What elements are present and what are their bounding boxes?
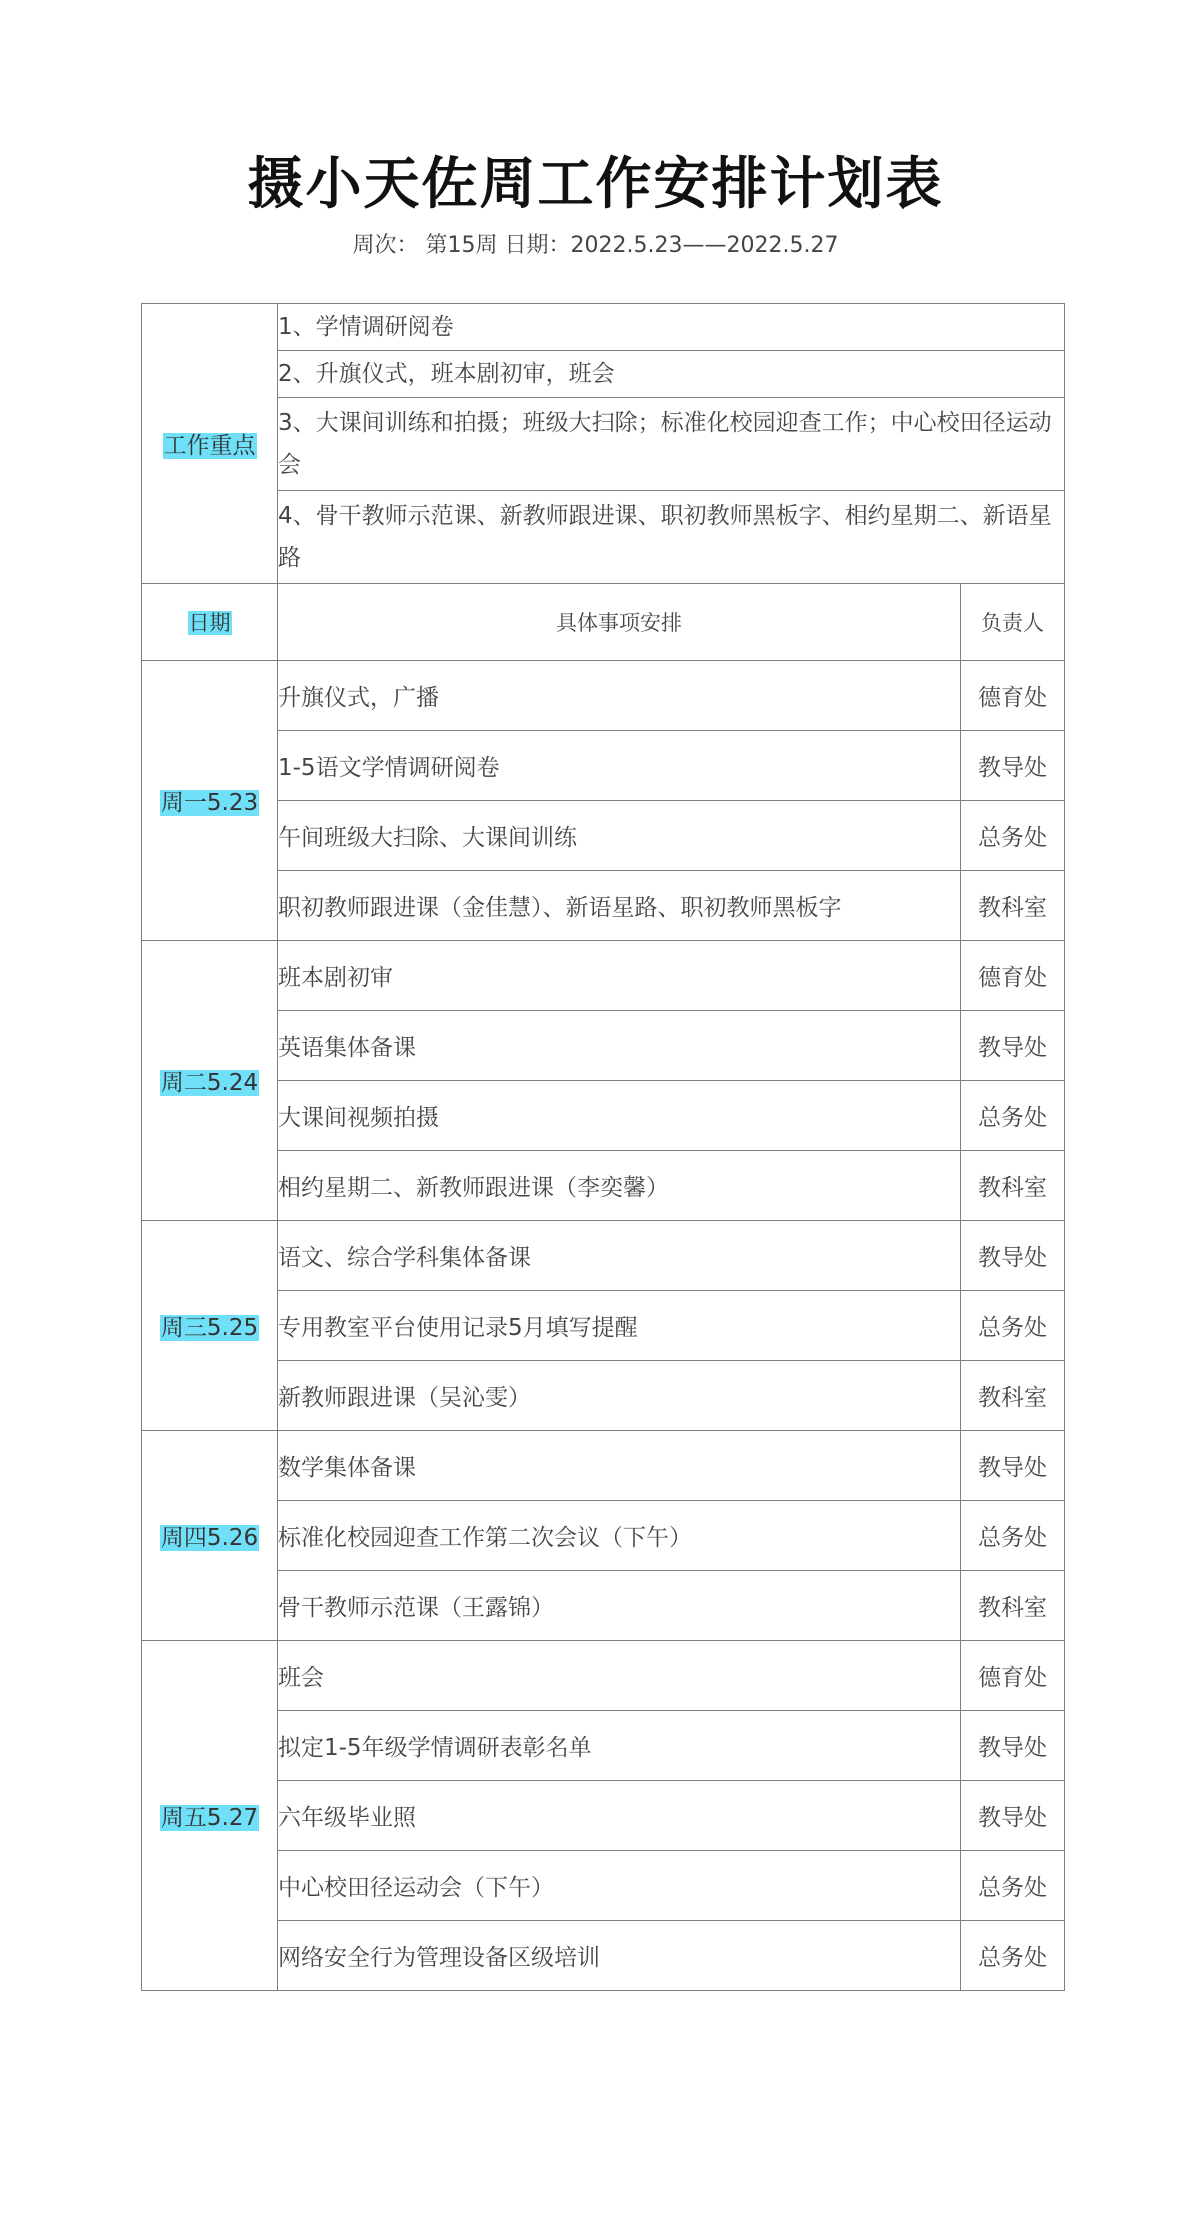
owner-cell: 教科室 xyxy=(961,1571,1065,1641)
date-header-cell xyxy=(142,584,278,661)
day-label-monday: 周一5.23 xyxy=(160,790,259,816)
task-cell: 标准化校园迎查工作第二次会议（下午） xyxy=(278,1501,961,1571)
date-header: 日期 xyxy=(188,611,231,635)
task-cell: 专用教室平台使用记录5月填写提醒 xyxy=(278,1291,961,1361)
table-row xyxy=(142,1571,1065,1641)
table-row xyxy=(142,871,1065,941)
page-title: 摄小天佐周工作安排计划表 xyxy=(247,152,944,217)
owner-cell: 总务处 xyxy=(961,1921,1065,1991)
task-cell: 职初教师跟进课（金佳慧）、新语星路、职初教师黑板字 xyxy=(278,871,961,941)
table-row xyxy=(142,1081,1065,1151)
table-row xyxy=(142,1851,1065,1921)
owner-cell: 德育处 xyxy=(961,661,1065,731)
table-row xyxy=(142,1291,1065,1361)
task-cell: 英语集体备课 xyxy=(278,1011,961,1081)
day-label-friday: 周五5.27 xyxy=(160,1805,259,1831)
task-cell: 班本剧初审 xyxy=(278,941,961,1011)
table-row xyxy=(142,1221,1065,1291)
table-row xyxy=(142,1431,1065,1501)
table-row xyxy=(142,1361,1065,1431)
focus-row xyxy=(142,351,1065,398)
task-cell: 网络安全行为管理设备区级培训 xyxy=(278,1921,961,1991)
table-row xyxy=(142,661,1065,731)
focus-label-cell xyxy=(142,304,278,584)
table-row xyxy=(142,1501,1065,1571)
focus-row xyxy=(142,398,1065,491)
task-cell: 相约星期二、新教师跟进课（李奕馨） xyxy=(278,1151,961,1221)
focus-row xyxy=(142,491,1065,584)
owner-cell: 教科室 xyxy=(961,871,1065,941)
day-label-cell xyxy=(142,661,278,941)
day-label-cell xyxy=(142,1221,278,1431)
task-cell: 语文、综合学科集体备课 xyxy=(278,1221,961,1291)
owner-cell: 教导处 xyxy=(961,731,1065,801)
owner-cell: 教导处 xyxy=(961,1431,1065,1501)
owner-cell: 德育处 xyxy=(961,1641,1065,1711)
owner-cell: 教导处 xyxy=(961,1711,1065,1781)
focus-item: 1、学情调研阅卷 xyxy=(278,304,1065,351)
task-cell: 拟定1-5年级学情调研表彰名单 xyxy=(278,1711,961,1781)
focus-label: 工作重点 xyxy=(163,433,256,459)
task-cell: 班会 xyxy=(278,1641,961,1711)
owner-header: 负责人 xyxy=(961,584,1065,661)
weekly-plan-table xyxy=(141,303,1065,1991)
owner-cell: 总务处 xyxy=(961,1291,1065,1361)
task-cell: 六年级毕业照 xyxy=(278,1781,961,1851)
owner-cell: 德育处 xyxy=(961,941,1065,1011)
day-label-cell xyxy=(142,941,278,1221)
focus-row xyxy=(142,304,1065,351)
table-row xyxy=(142,941,1065,1011)
owner-cell: 教科室 xyxy=(961,1151,1065,1221)
owner-cell: 总务处 xyxy=(961,1501,1065,1571)
table-row xyxy=(142,731,1065,801)
owner-cell: 教导处 xyxy=(961,1781,1065,1851)
table-row xyxy=(142,1641,1065,1711)
owner-cell: 教科室 xyxy=(961,1361,1065,1431)
day-label-cell xyxy=(142,1641,278,1991)
day-label-thursday: 周四5.26 xyxy=(160,1525,259,1551)
focus-item: 2、升旗仪式，班本剧初审，班会 xyxy=(278,351,1065,398)
tasks-header: 具体事项安排 xyxy=(278,584,961,661)
focus-item: 4、骨干教师示范课、新教师跟进课、职初教师黑板字、相约星期二、新语星路 xyxy=(278,491,1065,584)
task-cell: 1-5语文学情调研阅卷 xyxy=(278,731,961,801)
day-label-tuesday: 周二5.24 xyxy=(160,1070,259,1096)
owner-cell: 教导处 xyxy=(961,1221,1065,1291)
owner-cell: 总务处 xyxy=(961,1851,1065,1921)
task-cell: 新教师跟进课（吴沁雯） xyxy=(278,1361,961,1431)
task-cell: 中心校田径运动会（下午） xyxy=(278,1851,961,1921)
task-cell: 骨干教师示范课（王露锦） xyxy=(278,1571,961,1641)
table-row xyxy=(142,801,1065,871)
table-row xyxy=(142,1011,1065,1081)
focus-item: 3、大课间训练和拍摄；班级大扫除；标准化校园迎查工作；中心校田径运动会 xyxy=(278,398,1065,491)
table-row xyxy=(142,1781,1065,1851)
table-row xyxy=(142,1151,1065,1221)
task-cell: 升旗仪式，广播 xyxy=(278,661,961,731)
day-label-wednesday: 周三5.25 xyxy=(160,1315,259,1341)
table-row xyxy=(142,1921,1065,1991)
table-header-row xyxy=(142,584,1065,661)
week-date-subtitle: 周次： 第15周 日期：2022.5.23——2022.5.27 xyxy=(352,233,839,258)
owner-cell: 教导处 xyxy=(961,1011,1065,1081)
table-row xyxy=(142,1711,1065,1781)
task-cell: 大课间视频拍摄 xyxy=(278,1081,961,1151)
task-cell: 午间班级大扫除、大课间训练 xyxy=(278,801,961,871)
task-cell: 数学集体备课 xyxy=(278,1431,961,1501)
owner-cell: 总务处 xyxy=(961,801,1065,871)
day-label-cell xyxy=(142,1431,278,1641)
owner-cell: 总务处 xyxy=(961,1081,1065,1151)
